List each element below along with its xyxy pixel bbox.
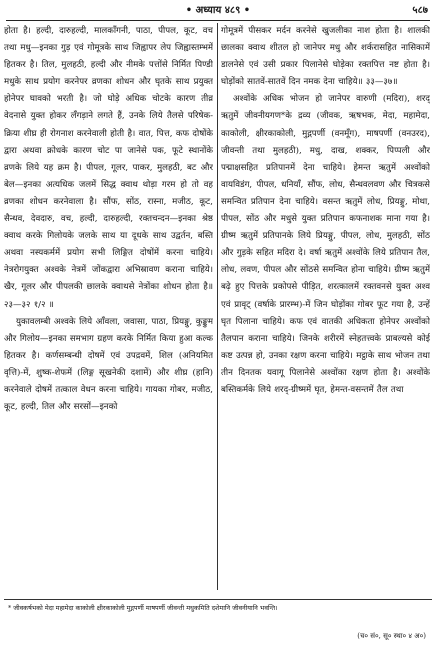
footnote-divider: [4, 599, 432, 600]
paragraph: युकावलम्बी अश्वके लिये आँवला, जवासा, पाठा, प्रियङ्गु, कुङ्कुम और गिलोय—इनका समभाग ग्रहण करके निर्मित किया हुआ कल्क हितकर है। कर्णसम्बन्धी दोषमें एवं उपद्रवमें, शिल (अनियमित वृत्ति)-में, शुष्क-शेफमें (लिङ्ग सूखनेकी दशामें) और शीघ्र (हानि) करनेवाले दोषमें तत्काल वेधन करना चाहिये। गायका गोबर, मजीठ, कूट, हल्दी, तिल और सरसों—इनको: [4, 316, 213, 413]
paragraph: अश्वोंके अधिक भोजन हो जानेपर वारुणी (मदिरा), शरद् ऋतुमें जीवनीयगण*के द्रव्य (जीवक, ऋषभक, मेदा, महामेदा, काकोली, क्षीरकाकोली, मुद्गपर्णी (वनमूँग), माषपर्णी (वनउरद), जीवन्ती तथा मुलहठी), मधु, दाख, शक्कर, पिप्पली और पद्माक्षसहित प्रतिपानमें देना चाहिये। हेमन्त ऋतुमें अश्वोंको वायविडंग, पीपल, धनियाँ, सौंफ, लोध, सैन्धवलवण और चित्रकसे समन्वित प्रतिपान देना चाहिये। वसन्त ऋतुमें लोध, प्रियङ्गु, मोथा, पीपल, सोंठ और मधुसे युक्त प्रतिपान कफनाशक माना गया है। ग्रीष्म ऋतुमें प्रतिपानके लिये प्रियङ्गु, पीपल, लोध, मुलहठी, सोंठ और गुड़के सहित मदिरा दे। वर्षा ऋतुमें अश्वोंके लिये प्रतिपान तैल, लोध, लवण, पीपल और सोंठसे समन्वित होना चाहिये। ग्रीष्म ऋतुमें बढ़े हुए पित्तके प्रकोपसे पीड़ित, शरत्कालमें रक्तवनसे युक्त अश्व एवं प्रावृट् (वर्षाके प्रारम्भ)-में जिन घोड़ोंका गोबर फूट गया है, उन्हें घृत पिलाना चाहिये। कफ एवं वातकी अधिकता होनेपर अश्वोंको तैलपान कराना चाहिये। जिनके शरीरमें स्नेहतत्त्वके प्राबल्यसे कोई कष्ट उत्पन्न हो, उनका रक्षण करना चाहिये। मट्ठाके साथ भोजन तथा तीन दिनतक यवागू पिलानेसे अश्वोंका रक्षण होता है। अश्वोंके बस्तिकर्मके लिये शरद्-ग्रीष्ममें घृत, हेमन्त-वसन्तमें तैल तथा: [221, 94, 430, 395]
footnote-reference: (च० सं०, सू० स्था० ४ अ०): [357, 632, 426, 640]
paragraph: गोमूत्रमें पीसकर मर्दन करनेसे खुजलीका नाश होता है। शालकी छालका क्वाथ शीतल हो जानेपर मधु और शर्करासहित नासिकामें डालनेसे एवं उसी प्रकार पिलानेसे घोड़ेका रक्तपित्त नष्ट होता है। घोड़ोंको सातवें-सातवें दिन नमक देना चाहिये॥ ३३—३७॥: [221, 26, 430, 88]
column-divider: [217, 23, 218, 590]
page-number: ५८७: [412, 5, 428, 16]
left-column: [4, 23, 213, 590]
paragraph: होता है। हल्दी, दारुहल्दी, मालकाँगनी, पाठा, पीपल, कूट, वच तथा मधु—इनका गुड़ एवं गोमूत्रके साथ जिह्वापर लेप जिह्वास्तम्भमें हितकर है। तिल, मुलहठी, हल्दी और नीमके पत्तोंसे निर्मित पिण्डी मधुके साथ प्रयोग करनेपर व्रणका शोधन और घृतके साथ प्रयुक्त होनेपर घावको भरती है। जो घोड़े अधिक चोटके कारण तीव्र वेदनासे युक्त होकर लँगड़ाने लगते हैं, उनके लिये तैलसे परिषेक-क्रिया शीघ्र ही रोगनाश करनेवाली होती है। वात, पित्त, कफ दोषोंके द्वारा अथवा क्रोधके कारण चोट पा जानेसे पक, फूटे स्थानोंके व्रणके लिये यह क्रम है। पीपल, गूलर, पाकर, मुलहठी, बट और बेल—इनका अत्यधिक जलमें सिद्ध क्वाथ थोड़ा गरम हो तो वह व्रणका शोधन करनेवाला है। सौंफ, सोंठ, रास्ना, मजीठ, कूट, सैन्धव, देवदारु, वच, हल्दी, दारुहल्दी, रक्तचन्दन—इनका श्रेष्ठ क्वाथ करके गिलोयके जलके साथ या दूधके साथ उद्वर्तन, बस्ति अथवा नस्यकर्ममें प्रयोग सभी लिङ्गित दोषोंमें करना चाहिये। नेत्ररोगयुक्त अश्वके नेत्रमें जोंकद्वारा अभिस्रावण कराना चाहिये। खैर, गूलर और पीपलकी छालके क्वाथसे नेत्रोंका शोधन होता है॥ २३—३२ १/२ ॥: [4, 26, 213, 310]
right-column: [221, 23, 430, 590]
chapter-title: • अध्याय ४८९ •: [185, 5, 251, 16]
text-columns: [4, 23, 432, 590]
footnote: * जीवकर्षभको मेदा महामेदा काकोली क्षीरकाकोली मुद्गपर्णी माषपर्णी जीवन्ती मधुकमिति दशेमानि जीवनीयानि भवन्ति।: [8, 604, 278, 612]
page-header: [6, 4, 430, 21]
